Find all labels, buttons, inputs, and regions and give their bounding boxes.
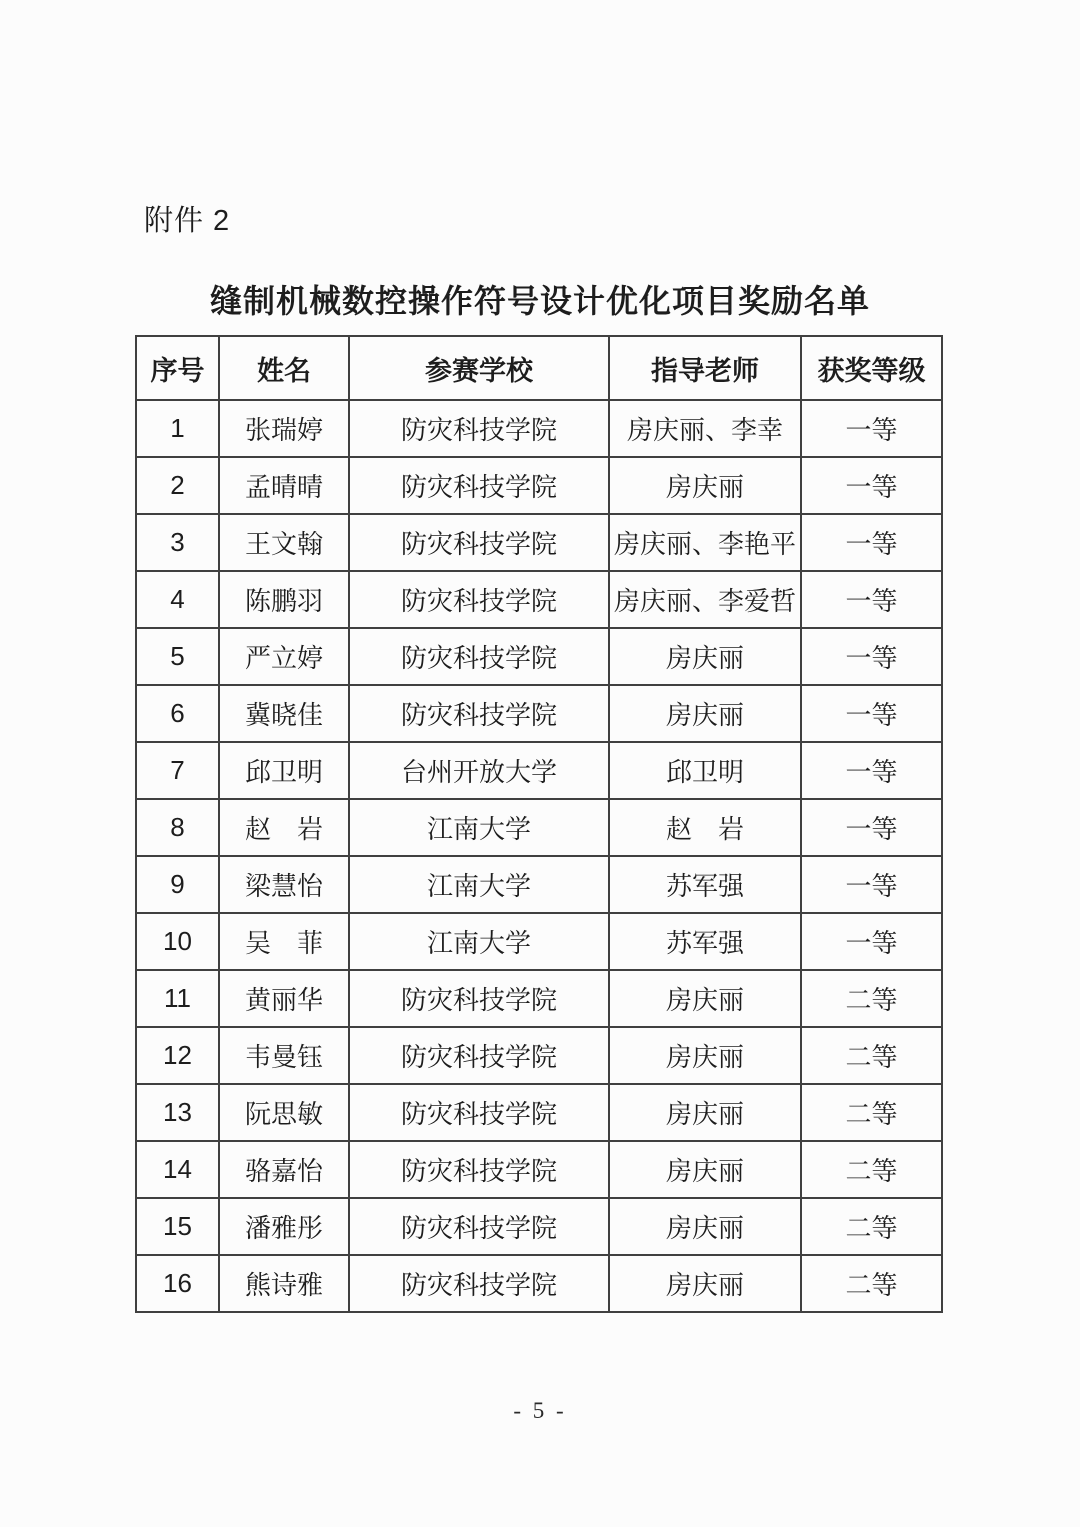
col-header-school: 参赛学校 xyxy=(349,336,609,400)
table-row xyxy=(136,457,942,514)
cell-grade: 一等 xyxy=(801,400,942,457)
table-row xyxy=(136,514,942,571)
cell-grade: 二等 xyxy=(801,1027,942,1084)
cell-name: 王文翰 xyxy=(219,514,349,571)
cell-index: 5 xyxy=(136,628,219,685)
cell-advisor: 房庆丽 xyxy=(609,457,801,514)
cell-index: 10 xyxy=(136,913,219,970)
cell-advisor: 房庆丽 xyxy=(609,1027,801,1084)
cell-grade: 一等 xyxy=(801,571,942,628)
cell-index: 8 xyxy=(136,799,219,856)
table-row xyxy=(136,571,942,628)
cell-school: 台州开放大学 xyxy=(349,742,609,799)
page-title: 缝制机械数控操作符号设计优化项目奖励名单 xyxy=(209,283,870,319)
cell-grade: 二等 xyxy=(801,1255,942,1312)
col-header-index: 序号 xyxy=(136,336,219,400)
cell-name: 阮思敏 xyxy=(219,1084,349,1141)
table-row xyxy=(136,628,942,685)
cell-advisor: 房庆丽 xyxy=(609,1255,801,1312)
cell-name: 张瑞婷 xyxy=(219,400,349,457)
cell-grade: 一等 xyxy=(801,913,942,970)
cell-school: 防灾科技学院 xyxy=(349,628,609,685)
cell-name: 熊诗雅 xyxy=(219,1255,349,1312)
cell-advisor: 房庆丽 xyxy=(609,628,801,685)
cell-grade: 二等 xyxy=(801,1084,942,1141)
cell-advisor: 房庆丽、李幸 xyxy=(609,400,801,457)
cell-name: 赵 岩 xyxy=(219,799,349,856)
table-row xyxy=(136,1255,942,1312)
cell-index: 9 xyxy=(136,856,219,913)
cell-advisor: 房庆丽 xyxy=(609,1084,801,1141)
cell-advisor: 房庆丽、李艳平 xyxy=(609,514,801,571)
cell-advisor: 房庆丽 xyxy=(609,970,801,1027)
cell-name: 陈鹏羽 xyxy=(219,571,349,628)
col-header-advisor: 指导老师 xyxy=(609,336,801,400)
cell-name: 梁慧怡 xyxy=(219,856,349,913)
cell-name: 孟晴晴 xyxy=(219,457,349,514)
cell-school: 防灾科技学院 xyxy=(349,970,609,1027)
cell-index: 7 xyxy=(136,742,219,799)
cell-name: 韦曼钰 xyxy=(219,1027,349,1084)
cell-name: 吴 菲 xyxy=(219,913,349,970)
page-number: - 5 - xyxy=(513,1398,567,1423)
cell-index: 2 xyxy=(136,457,219,514)
cell-name: 邱卫明 xyxy=(219,742,349,799)
table-row xyxy=(136,400,942,457)
cell-advisor: 苏军强 xyxy=(609,913,801,970)
cell-school: 防灾科技学院 xyxy=(349,1027,609,1084)
cell-advisor: 房庆丽 xyxy=(609,1198,801,1255)
cell-grade: 一等 xyxy=(801,799,942,856)
table-row xyxy=(136,685,942,742)
cell-name: 潘雅彤 xyxy=(219,1198,349,1255)
cell-school: 江南大学 xyxy=(349,913,609,970)
cell-advisor: 房庆丽 xyxy=(609,685,801,742)
cell-advisor: 邱卫明 xyxy=(609,742,801,799)
cell-name: 黄丽华 xyxy=(219,970,349,1027)
cell-school: 防灾科技学院 xyxy=(349,1141,609,1198)
cell-index: 11 xyxy=(136,970,219,1027)
cell-advisor: 房庆丽、李爱哲 xyxy=(609,571,801,628)
cell-grade: 一等 xyxy=(801,856,942,913)
cell-school: 防灾科技学院 xyxy=(349,457,609,514)
cell-school: 江南大学 xyxy=(349,799,609,856)
table-row xyxy=(136,1084,942,1141)
cell-school: 防灾科技学院 xyxy=(349,1255,609,1312)
cell-advisor: 赵 岩 xyxy=(609,799,801,856)
table-row xyxy=(136,1198,942,1255)
cell-index: 3 xyxy=(136,514,219,571)
attachment-label: 附件 2 xyxy=(144,205,231,237)
cell-school: 防灾科技学院 xyxy=(349,400,609,457)
table-row xyxy=(136,799,942,856)
table-header-row xyxy=(136,336,942,400)
cell-index: 13 xyxy=(136,1084,219,1141)
table-row xyxy=(136,913,942,970)
cell-index: 16 xyxy=(136,1255,219,1312)
cell-grade: 一等 xyxy=(801,457,942,514)
table-row xyxy=(136,1141,942,1198)
cell-index: 1 xyxy=(136,400,219,457)
cell-advisor: 苏军强 xyxy=(609,856,801,913)
cell-school: 防灾科技学院 xyxy=(349,685,609,742)
cell-grade: 二等 xyxy=(801,970,942,1027)
cell-name: 严立婷 xyxy=(219,628,349,685)
cell-school: 防灾科技学院 xyxy=(349,571,609,628)
table-row xyxy=(136,1027,942,1084)
cell-index: 4 xyxy=(136,571,219,628)
cell-grade: 一等 xyxy=(801,514,942,571)
cell-grade: 二等 xyxy=(801,1141,942,1198)
cell-advisor: 房庆丽 xyxy=(609,1141,801,1198)
cell-index: 15 xyxy=(136,1198,219,1255)
awards-table-body xyxy=(136,400,942,1312)
awards-table xyxy=(135,335,943,1313)
cell-grade: 一等 xyxy=(801,685,942,742)
cell-school: 防灾科技学院 xyxy=(349,1198,609,1255)
cell-index: 6 xyxy=(136,685,219,742)
table-row xyxy=(136,970,942,1027)
cell-name: 冀晓佳 xyxy=(219,685,349,742)
cell-index: 12 xyxy=(136,1027,219,1084)
table-row xyxy=(136,856,942,913)
col-header-name: 姓名 xyxy=(219,336,349,400)
cell-school: 江南大学 xyxy=(349,856,609,913)
cell-school: 防灾科技学院 xyxy=(349,514,609,571)
cell-school: 防灾科技学院 xyxy=(349,1084,609,1141)
cell-grade: 一等 xyxy=(801,742,942,799)
cell-name: 骆嘉怡 xyxy=(219,1141,349,1198)
table-row xyxy=(136,742,942,799)
cell-grade: 一等 xyxy=(801,628,942,685)
col-header-grade: 获奖等级 xyxy=(801,336,942,400)
cell-grade: 二等 xyxy=(801,1198,942,1255)
cell-index: 14 xyxy=(136,1141,219,1198)
